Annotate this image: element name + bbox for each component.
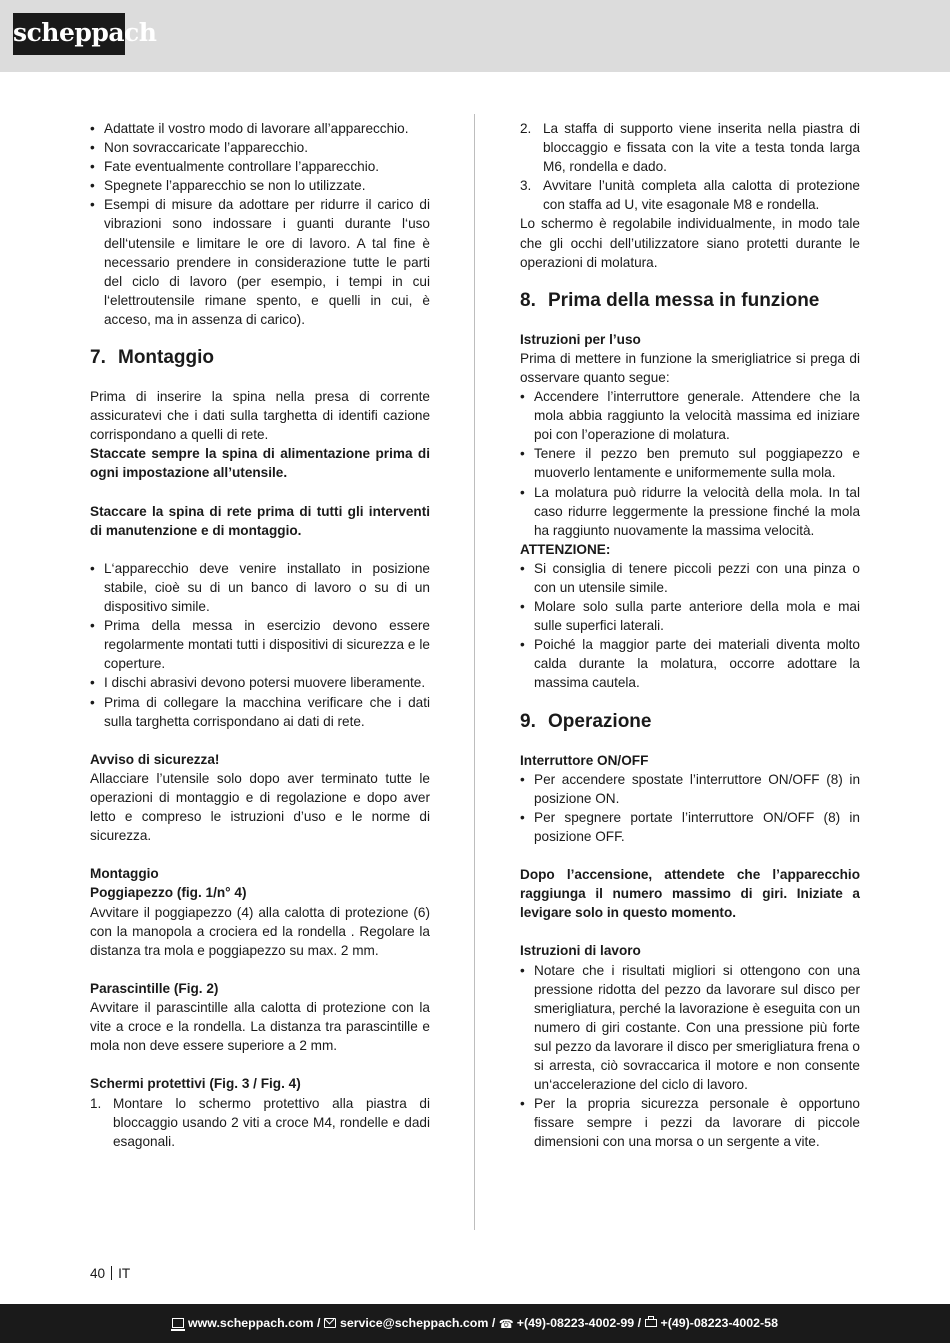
- section-number: 9.: [520, 710, 536, 732]
- contact-line: [0, 1304, 950, 1343]
- installation-list: [90, 559, 430, 731]
- section-number: 8.: [520, 289, 536, 311]
- list-item: • Fate eventualmente controllare l’apparecchio.: [90, 157, 430, 176]
- step-number: 2.: [520, 121, 532, 136]
- list-item: • Tenere il pezzo ben premuto sul poggiapezzo e muoverlo lentamente e uniformemente sulla mola.: [520, 444, 860, 482]
- mail-icon: [324, 1318, 336, 1328]
- monitor-icon: [172, 1318, 184, 1328]
- phone-icon: ☎: [498, 1317, 514, 1331]
- mounting-intro: Prima di inserire la spina nella presa di corrente assicuratevi che i dati sulla targhetta di identifi cazione corrispondano a quelli di rete.: [90, 389, 430, 443]
- list-item: • L‘apparecchio deve venire installato in posizione stabile, cioè su di un banco di lavoro o su di un dispositivo simile.: [90, 559, 430, 616]
- list-item: • Notare che i risultati migliori si ottengono con una pressione ridotta del pezzo da lavorare sul disco per smerigliatura, perché la lavorazione è eseguita con un numero di giri costante. Con una pressione più forte sul pezzo da lavorare il disco per smerigliatura frena o si arresta, ciò sovraccarica il motore e non consente un‘accelerazione del ciclo di lavoro.: [520, 961, 860, 1095]
- fax-icon: [645, 1319, 657, 1327]
- step-number: 1.: [90, 1095, 102, 1111]
- safety-notice-text: Allacciare l’utensile solo dopo aver terminato tutte le operazioni di montaggio e di regolazione e dopo aver letto e compreso le istruzioni d’uso e le norme di sicurezza.: [90, 770, 430, 844]
- column-divider: [474, 114, 475, 1230]
- left-column: [90, 119, 430, 1151]
- list-item: • Per spegnere portate l’interruttore ON/OFF (8) in posizione OFF.: [520, 808, 860, 846]
- unplug-warning: Staccate sempre la spina di alimentazione prima di ogni impostazione all’utensile.: [90, 446, 430, 481]
- step-number: 3.: [520, 178, 532, 194]
- attention-title: ATTENZIONE:: [520, 541, 611, 557]
- step-text: La staffa di supporto viene inserita nella piastra di bloccaggio e fissata con la vite a testa tonda larga M6, rondella e dado.: [543, 121, 860, 175]
- list-item: • Adattate il vostro modo di lavorare all’apparecchio.: [90, 119, 430, 138]
- phone-number: +(49)-08223-4002-99: [516, 1316, 635, 1330]
- list-item: • Si consiglia di tenere piccoli pezzi con una pinza o con un utensile simile.: [520, 559, 860, 597]
- list-item: • Prima di collegare la macchina verificare che i dati sulla targhetta corrispondano ai dati di rete.: [90, 693, 430, 731]
- right-column: [520, 119, 860, 1152]
- list-item: • Per accendere spostate l’interruttore ON/OFF (8) in posizione ON.: [520, 770, 860, 808]
- page-number: 40: [90, 1266, 106, 1281]
- eye-shield-steps-continued: [520, 119, 860, 214]
- website-link[interactable]: www.scheppach.com: [188, 1316, 314, 1330]
- eye-shield-steps: [90, 1094, 430, 1151]
- email-link[interactable]: service@scheppach.com: [339, 1316, 489, 1330]
- tool-rest-title: Poggiapezzo (fig. 1/n° 4): [90, 885, 247, 901]
- eye-shield-note: Lo schermo è regolabile individualmente, in modo tale che gli occhi dell’utilizzatore siano protetti durante le operazioni di molatura.: [520, 216, 860, 270]
- list-item: • Esempi di misure da adottare per ridurre il carico di vibrazioni sono indossare i guanti durante l‘uso dell‘utensile e limitare le ore di lavoro. A tal fine è necessario prendere in considerazione tutte le parti del ciclo di lavoro (per esempio, i tempi in cui l‘elettroutensile rimane spento, e quelli in cui, è acceso, ma in assenza di carico).: [90, 195, 430, 329]
- list-item: • Non sovraccaricate l’apparecchio.: [90, 138, 430, 157]
- separator: /: [491, 1316, 496, 1330]
- page-footer-label: [90, 1265, 130, 1283]
- list-item: [520, 176, 860, 214]
- usage-instructions-title: Istruzioni per l’uso: [520, 331, 641, 347]
- section-title: Prima della messa in funzione: [548, 289, 820, 311]
- after-switch-on-note: Dopo l’accensione, attendete che l’apparecchio raggiunga il numero massimo di giri. Iniziate a levigare solo in questo momento.: [520, 867, 860, 921]
- list-item: • La molatura può ridurre la velocità della mola. In tal caso ridurre leggermente la pressione finché la mola ha raggiunto nuovamente la massima velocità.: [520, 483, 860, 540]
- language-code: IT: [118, 1266, 131, 1281]
- usage-instructions-intro: Prima di mettere in funzione la smerigliatrice si prega di osservare quanto segue:: [520, 350, 860, 385]
- list-item: [520, 119, 860, 176]
- separator: /: [637, 1316, 642, 1330]
- on-off-switch-title: Interruttore ON/OFF: [520, 752, 649, 768]
- header-bar: [0, 0, 950, 72]
- contact-footer: [0, 1304, 950, 1343]
- attention-list: [520, 559, 860, 693]
- list-item: • Molare solo sulla parte anteriore della mola e mai sulle superfici laterali.: [520, 597, 860, 635]
- list-item: • Spegnete l’apparecchio se non lo utilizzate.: [90, 176, 430, 195]
- list-item: • Per la propria sicurezza personale è opportuno fissare sempre i pezzi da lavorare di piccole dimensioni con una morsa o un sergente a vite.: [520, 1094, 860, 1151]
- section-8-heading: [520, 289, 860, 313]
- scheppach-logo: scheppach: [13, 13, 125, 55]
- section-title: Operazione: [548, 710, 652, 732]
- safety-notice-title: Avviso di sicurezza!: [90, 751, 220, 767]
- usage-instructions-list: [520, 387, 860, 540]
- eye-shield-title: Schermi protettivi (Fig. 3 / Fig. 4): [90, 1076, 301, 1092]
- list-item: • Prima della messa in esercizio devono essere regolarmente montati tutti i dispositivi di sicurezza e le coperture.: [90, 616, 430, 673]
- section-title: Montaggio: [118, 347, 215, 369]
- list-item: • Accendere l’interruttore generale. Attendere che la mola abbia raggiunto la velocità massima ed iniziare poi con l’operazione di molatura.: [520, 387, 860, 444]
- fax-number: +(49)-08223-4002-58: [660, 1316, 778, 1330]
- on-off-switch-list: [520, 770, 860, 846]
- list-item: • I dischi abrasivi devono potersi muovere liberamente.: [90, 673, 430, 692]
- step-text: Avvitare l’unità completa alla calotta di protezione con staffa ad U, vite esagonale M8 e rondella.: [543, 178, 860, 213]
- section-number: 7.: [90, 347, 106, 369]
- list-item: • Poiché la maggior parte dei materiali diventa molto calda durante la molatura, occorre adottare la massima cautela.: [520, 635, 860, 692]
- mounting-subtitle: Montaggio: [90, 866, 159, 882]
- spark-guard-title: Parascintille (Fig. 2): [90, 980, 219, 996]
- page-separator: [111, 1266, 112, 1280]
- maintenance-warning: Staccare la spina di rete prima di tutti gli interventi di manutenzione e di montaggio.: [90, 503, 430, 538]
- separator: /: [317, 1316, 321, 1330]
- work-instructions-list: [520, 961, 860, 1152]
- usage-tips-list: [90, 119, 430, 329]
- section-9-heading: [520, 710, 860, 734]
- step-text: Montare lo schermo protettivo alla piastra di bloccaggio usando 2 viti a croce M4, rondelle e dadi esagonali.: [113, 1095, 430, 1149]
- list-item: [90, 1094, 430, 1151]
- tool-rest-text: Avvitare il poggiapezzo (4) alla calotta di protezione (6) con la manopola a crociera ed la rondella . Regolare la distanza tra mola e poggiapezzo su max. 2 mm.: [90, 904, 430, 958]
- section-7-heading: [90, 346, 430, 370]
- spark-guard-text: Avvitare il parascintille alla calotta di protezione con la vite a croce e la rondella. La distanza tra parascintille e mola non deve essere superiore a 2 mm.: [90, 1000, 430, 1054]
- work-instructions-title: Istruzioni di lavoro: [520, 943, 641, 959]
